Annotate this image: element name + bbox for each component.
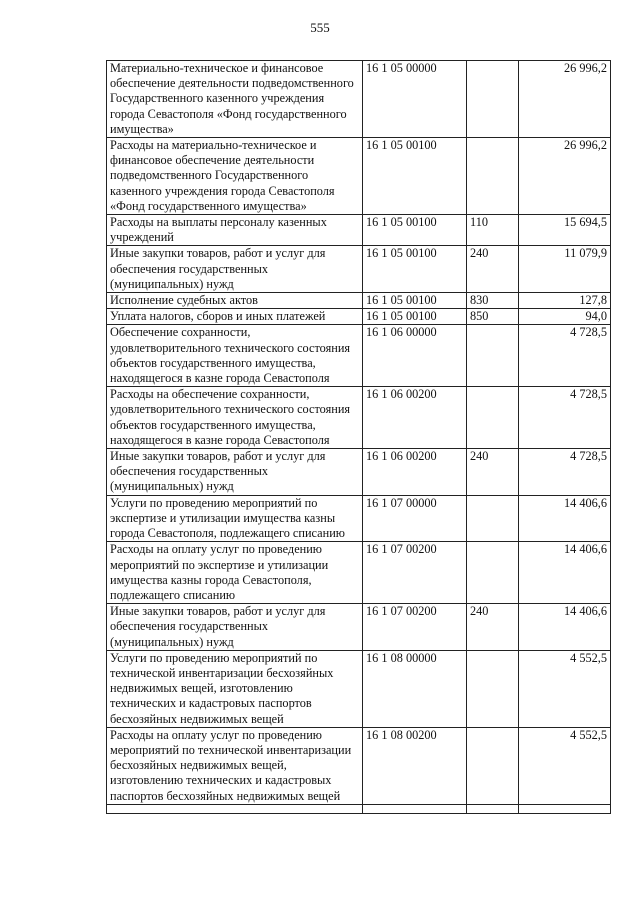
row-name: Иные закупки товаров, работ и услуг для обеспечения государственных (муниципальных) нужд [107, 604, 363, 651]
row-expense-type: 240 [467, 246, 519, 293]
row-name: Услуги по проведению мероприятий по технической инвентаризации бесхозяйных недвижимых вещей, изготовлению технических и кадастровых паспортов бесхозяйных недвижимых вещей [107, 650, 363, 727]
budget-table-body [107, 61, 611, 814]
row-expense-type: 110 [467, 215, 519, 246]
row-name: Иные закупки товаров, работ и услуг для обеспечения государственных (муниципальных) нужд [107, 246, 363, 293]
table-row [107, 650, 611, 727]
row-sum: 4 728,5 [519, 387, 611, 449]
row-sum: 14 406,6 [519, 495, 611, 542]
empty-cell [363, 804, 467, 813]
row-expense-type [467, 495, 519, 542]
row-name: Материально-техническое и финансовое обеспечение деятельности подведомственного Государственного казенного учреждения города Севастополя «Фонд государственного имущества» [107, 61, 363, 138]
row-code: 16 1 06 00200 [363, 387, 467, 449]
table-row [107, 246, 611, 293]
table-row [107, 449, 611, 496]
empty-cell [519, 804, 611, 813]
row-code: 16 1 06 00000 [363, 325, 467, 387]
row-code: 16 1 05 00100 [363, 215, 467, 246]
row-code: 16 1 05 00100 [363, 246, 467, 293]
table-row-continuation [107, 804, 611, 813]
row-expense-type [467, 61, 519, 138]
row-code: 16 1 06 00200 [363, 449, 467, 496]
row-sum: 4 728,5 [519, 449, 611, 496]
table-row [107, 387, 611, 449]
table-row [107, 325, 611, 387]
row-expense-type [467, 138, 519, 215]
row-name: Услуги по проведению мероприятий по экспертизе и утилизации имущества казны города Севастополя, подлежащего списанию [107, 495, 363, 542]
row-name: Расходы на оплату услуг по проведению мероприятий по технической инвентаризации бесхозяйных недвижимых вещей, изготовлению технических и кадастровых паспортов бесхозяйных недвижимых вещей [107, 727, 363, 804]
row-code: 16 1 07 00200 [363, 604, 467, 651]
row-sum: 4 552,5 [519, 650, 611, 727]
table-row [107, 604, 611, 651]
table-row [107, 309, 611, 325]
row-code: 16 1 05 00100 [363, 138, 467, 215]
row-expense-type [467, 727, 519, 804]
table-row [107, 293, 611, 309]
row-expense-type: 830 [467, 293, 519, 309]
row-expense-type: 850 [467, 309, 519, 325]
row-code: 16 1 07 00200 [363, 542, 467, 604]
budget-table [106, 60, 611, 814]
row-sum: 11 079,9 [519, 246, 611, 293]
empty-cell [107, 804, 363, 813]
row-name: Расходы на оплату услуг по проведению мероприятий по экспертизе и утилизации имущества казны города Севастополя, подлежащего списанию [107, 542, 363, 604]
table-row [107, 215, 611, 246]
table-row [107, 542, 611, 604]
row-name: Расходы на обеспечение сохранности, удовлетворительного технического состояния объектов государственного имущества, находящегося в казне города Севастополя [107, 387, 363, 449]
row-name: Обеспечение сохранности, удовлетворительного технического состояния объектов государственного имущества, находящегося в казне города Севастополя [107, 325, 363, 387]
row-sum: 26 996,2 [519, 61, 611, 138]
row-code: 16 1 08 00200 [363, 727, 467, 804]
table-row [107, 138, 611, 215]
row-sum: 94,0 [519, 309, 611, 325]
row-sum: 4 552,5 [519, 727, 611, 804]
row-expense-type: 240 [467, 604, 519, 651]
row-expense-type: 240 [467, 449, 519, 496]
table-row [107, 495, 611, 542]
row-expense-type [467, 325, 519, 387]
table-row [107, 727, 611, 804]
row-sum: 14 406,6 [519, 604, 611, 651]
row-code: 16 1 05 00100 [363, 293, 467, 309]
row-name: Исполнение судебных актов [107, 293, 363, 309]
page-number: 555 [310, 20, 330, 35]
row-sum: 4 728,5 [519, 325, 611, 387]
row-expense-type [467, 542, 519, 604]
row-expense-type [467, 387, 519, 449]
row-expense-type [467, 650, 519, 727]
row-sum: 127,8 [519, 293, 611, 309]
row-name: Уплата налогов, сборов и иных платежей [107, 309, 363, 325]
row-code: 16 1 05 00100 [363, 309, 467, 325]
row-code: 16 1 08 00000 [363, 650, 467, 727]
row-code: 16 1 05 00000 [363, 61, 467, 138]
row-sum: 14 406,6 [519, 542, 611, 604]
row-name: Расходы на выплаты персоналу казенных учреждений [107, 215, 363, 246]
empty-cell [467, 804, 519, 813]
row-sum: 26 996,2 [519, 138, 611, 215]
row-sum: 15 694,5 [519, 215, 611, 246]
row-name: Расходы на материально-техническое и финансовое обеспечение деятельности подведомственного Государственного казенного учреждения города Севастополя «Фонд государственного имущества» [107, 138, 363, 215]
row-name: Иные закупки товаров, работ и услуг для обеспечения государственных (муниципальных) нужд [107, 449, 363, 496]
row-code: 16 1 07 00000 [363, 495, 467, 542]
table-row [107, 61, 611, 138]
